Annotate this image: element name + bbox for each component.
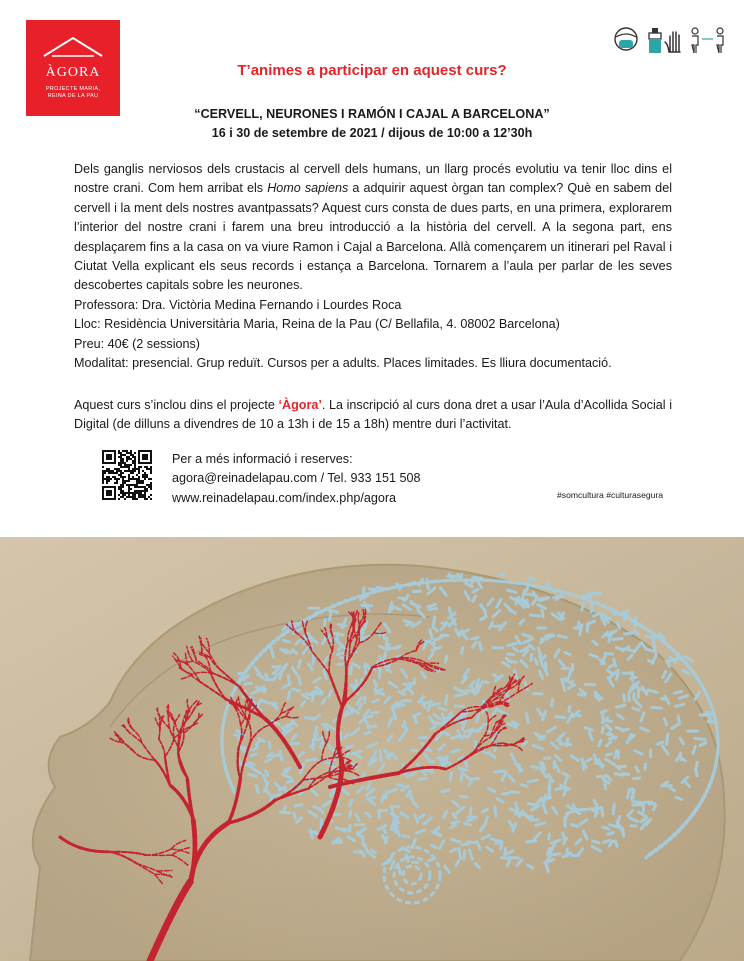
course-title: “CERVELL, NEURONES I RAMÓN I CAJAL A BARCELONA” [194,107,550,121]
hashtags: #somcultura #culturasegura [557,490,664,500]
project-note: Aquest curs s’inclou dins el projecte ‘Àgora’. La inscripció al curs dona dret a usar l’Aula d’Acollida Social i Digital (de dilluns a divendres de 10 a 13h i de 15 a 18h) mentre duri l’activitat. [74,398,672,432]
contact-website[interactable]: www.reinadelapau.com/index.php/agora [172,490,397,505]
social-distance-icon [692,28,723,53]
logo-name: ÀGORA [45,65,101,80]
hand-sanitizer-icon [649,28,661,53]
modality-line: Modalitat: presencial. Grup reduït. Cursos per a adults. Places limitades. Es lliura documentació. [74,356,612,371]
headline: T’animes a participar en aquest curs? [237,62,507,79]
contact-email-phone[interactable]: agora@reinadelapau.com / Tel. 933 151 508 [172,471,421,486]
safety-icons [612,24,730,56]
project-name: ‘Àgora’ [278,398,322,412]
course-details [74,296,684,374]
place-line: Lloc: Residència Universitària Maria, Reina de la Pau (C/ Bellafila, 4. 08002 Barcelona) [74,317,560,332]
homo-sapiens-term: Homo sapiens [267,181,349,196]
contact-intro: Per a més informació i reserves: [172,452,353,466]
hand-stop-icon [665,32,680,52]
course-dates: 16 i 30 de setembre de 2021 / dijous de 10:00 a 12’30h [211,126,533,140]
face-mask-icon [615,28,637,50]
course-description: Dels ganglis nerviosos dels crustacis al cervell dels humans, un llarg procés evolutiu va tenir lloc dins el nostre crani. Com hem arribat els Homo sapiens a adquirir aquest òrgan tan complex? Què en sabem del cervell i la ment dels nostres avantpassats? Aquest curs consta de dues parts, en una primera, explorarem l’interior del nostre crani i farem una breu introducció a la història del cervell. A la segona part, ens desplaçarem fins a la casa on va viure Ramon i Cajal a Barcelona. Allà començarem un itinerari pel Raval i Ciutat Vella explicant els seus records i estança a Barcelona. Tornarem a l’aula per parlar de les seves descobertes capitals sobre les neurones. [74,162,672,293]
logo-subtitle: PROJECTE MARIA, REINA DE LA PAU [45,86,101,99]
contact-info [172,450,421,508]
price-line: Preu: 40€ (2 sessions) [74,336,200,351]
teacher-line: Professora: Dra. Victòria Medina Fernando i Lourdes Roca [74,298,402,312]
house-roof-icon [40,34,106,60]
qr-code-icon[interactable] [102,450,152,500]
embroidered-head-artwork [0,537,744,961]
